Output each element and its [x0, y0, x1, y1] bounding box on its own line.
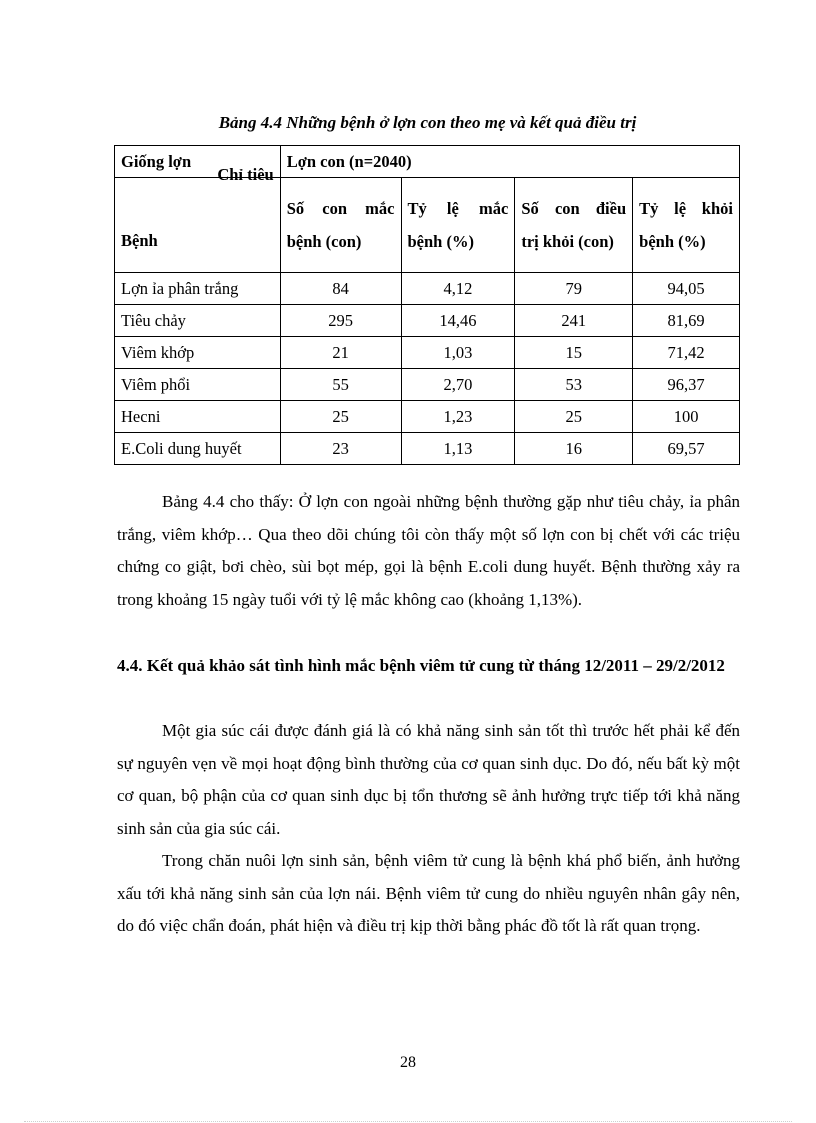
sick-cell: 21	[280, 337, 401, 369]
rate-cell: 14,46	[401, 305, 515, 337]
table-subheader-row	[115, 178, 740, 273]
sick-cell: 84	[280, 273, 401, 305]
table-row	[115, 433, 740, 465]
cured-cell: 25	[515, 401, 633, 433]
col-header-cured: Số con điều trị khỏi (con)	[515, 178, 633, 273]
sick-cell: 55	[280, 369, 401, 401]
paragraph-block-2	[117, 715, 740, 943]
col-header-sick: Số con mắc bệnh (con)	[280, 178, 401, 273]
corner-disease-label: Bệnh	[121, 231, 158, 250]
paragraph-fertility: Một gia súc cái được đánh giá là có khả năng sinh sản tốt thì trước hết phải kể đến sự nguyên vẹn về mọi hoạt động bình thường của cơ quan sinh dục. Do đó, nếu bất kỳ một cơ quan, bộ phận của cơ quan sinh dục bị tổn thương sẽ ảnh hưởng trực tiếp tới khả năng sinh sản của gia súc cái.	[117, 721, 740, 838]
cure-rate-cell: 100	[633, 401, 740, 433]
disease-cell: Viêm phổi	[115, 369, 281, 401]
rate-cell: 1,03	[401, 337, 515, 369]
sick-cell: 23	[280, 433, 401, 465]
table-row	[115, 369, 740, 401]
rate-cell: 2,70	[401, 369, 515, 401]
section-heading: 4.4. Kết quả khảo sát tình hình mắc bệnh viêm tử cung từ tháng 12/2011 – 29/2/2012	[117, 656, 725, 675]
cure-rate-cell: 71,42	[633, 337, 740, 369]
cure-rate-cell: 69,57	[633, 433, 740, 465]
rate-cell: 1,13	[401, 433, 515, 465]
corner-cell	[115, 165, 281, 273]
col-header-rate: Tỷ lệ mắc bệnh (%)	[401, 178, 515, 273]
disease-cell: Viêm khớp	[115, 337, 281, 369]
cure-rate-cell: 94,05	[633, 273, 740, 305]
corner-indicator-label: Chỉ tiêu	[217, 165, 274, 184]
paragraph-uterine-disease: Trong chăn nuôi lợn sinh sản, bệnh viêm tử cung là bệnh khá phổ biến, ảnh hưởng xấu tới khả năng sinh sản của lợn nái. Bệnh viêm tử cung do nhiều nguyên nhân gây nên, do đó việc chẩn đoán, phát hiện và điều trị kịp thời bằng phác đồ tốt là rất quan trọng.	[117, 851, 740, 935]
disease-cell: Lợn ỉa phân trắng	[115, 273, 281, 305]
group-header: Lợn con (n=2040)	[280, 146, 739, 178]
page-number: 28	[400, 1054, 416, 1071]
disease-cell: Hecni	[115, 401, 281, 433]
cured-cell: 241	[515, 305, 633, 337]
table-row	[115, 401, 740, 433]
breed-header: Giống lợn	[115, 146, 281, 178]
col-header-cure-rate: Tỷ lệ khỏi bệnh (%)	[633, 178, 740, 273]
table-caption: Bảng 4.4 Những bệnh ở lợn con theo mẹ và kết quả điều trị	[218, 113, 637, 132]
table-row	[115, 273, 740, 305]
table-row	[115, 337, 740, 369]
cured-cell: 16	[515, 433, 633, 465]
rate-cell: 1,23	[401, 401, 515, 433]
cure-rate-cell: 96,37	[633, 369, 740, 401]
page-bottom-divider	[24, 1121, 792, 1122]
disease-table	[114, 145, 740, 465]
disease-cell: E.Coli dung huyết	[115, 433, 281, 465]
cured-cell: 53	[515, 369, 633, 401]
cure-rate-cell: 81,69	[633, 305, 740, 337]
paragraph-table-summary: Bảng 4.4 cho thấy: Ở lợn con ngoài những bệnh thường gặp như tiêu chảy, ỉa phân trắng, viêm khớp… Qua theo dõi chúng tôi còn thấy một số lợn con bị chết với các triệu chứng co giật, bơi chèo, sùi bọt mép, gọi là bệnh E.coli dung huyết. Bệnh thường xảy ra trong khoảng 15 ngày tuổi với tỷ lệ mắc không cao (khoảng 1,13%).	[117, 492, 740, 609]
table-row	[115, 305, 740, 337]
sick-cell: 295	[280, 305, 401, 337]
disease-cell: Tiêu chảy	[115, 305, 281, 337]
paragraph-block-1	[117, 486, 740, 616]
cured-cell: 79	[515, 273, 633, 305]
rate-cell: 4,12	[401, 273, 515, 305]
cured-cell: 15	[515, 337, 633, 369]
sick-cell: 25	[280, 401, 401, 433]
